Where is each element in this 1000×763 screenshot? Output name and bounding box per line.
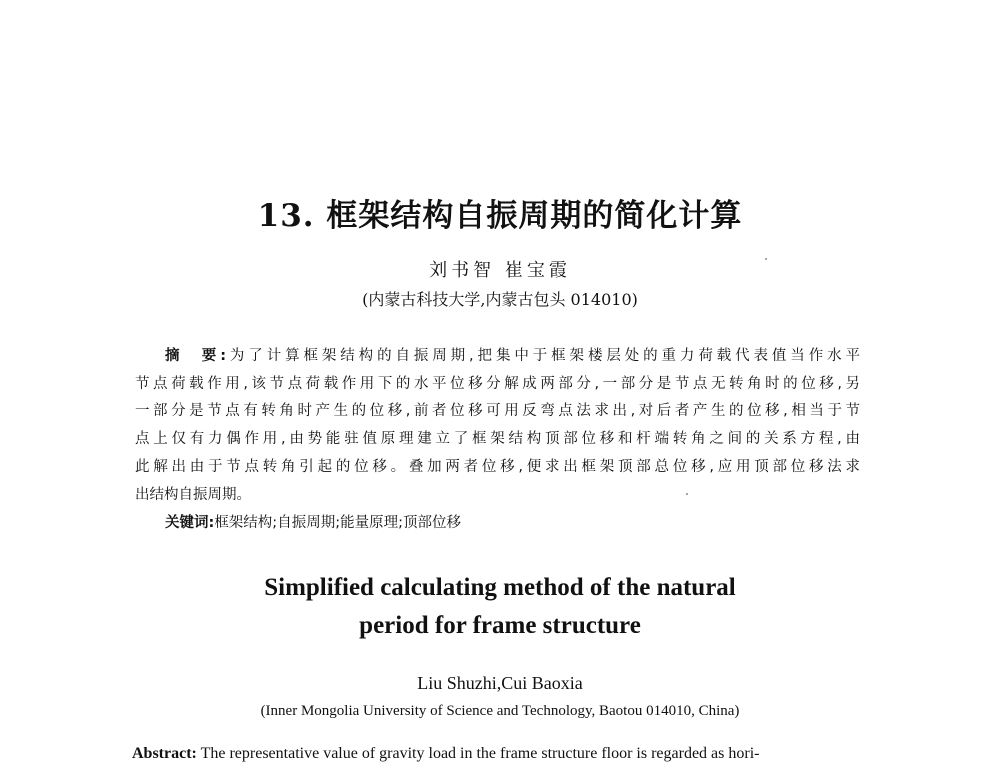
chinese-abstract-line: 一部分是节点有转角时产生的位移,前者位移可用反弯点法求出,对后者产生的位移,相当于节	[135, 403, 860, 419]
english-affiliation: (Inner Mongolia University of Science and Technology, Baotou 014010, China)	[260, 703, 740, 719]
keywords-text: 框架结构;自振周期;能量原理;顶部位移	[214, 515, 461, 531]
english-title-line-2: period for frame structure	[359, 612, 641, 639]
abstract-text: 为了计算框架结构的自振周期,把集中于框架楼层处的重力荷载代表值当作水平	[226, 348, 860, 364]
english-abstract-text: The representative value of gravity load in the frame structure floor is regarded as hori-	[200, 745, 760, 762]
chinese-abstract-line: 出结构自振周期。	[135, 487, 251, 503]
chinese-abstract-line: 节点荷载作用,该节点荷载作用下的水平位移分解成两部分,一部分是节点无转角时的位移,另	[135, 376, 860, 392]
chinese-keywords	[165, 511, 461, 532]
scan-speck	[765, 258, 767, 260]
english-abstract	[132, 745, 759, 763]
english-title-line-1: Simplified calculating method of the natural	[264, 574, 736, 601]
chinese-abstract-line: 点上仅有力偶作用,由势能驻值原理建立了框架结构顶部位移和杆端转角之间的关系方程,由	[135, 431, 860, 447]
english-authors: Liu Shuzhi,Cui Baoxia	[417, 673, 583, 693]
chinese-affiliation: (内蒙古科技大学,内蒙古包头 014010)	[362, 290, 638, 309]
scan-speck	[686, 493, 688, 495]
chinese-abstract-label: 摘 要:	[165, 348, 226, 364]
english-abstract-label: Abstract:	[132, 745, 197, 762]
chinese-abstract-line	[135, 344, 860, 365]
keywords-label: 关键词:	[165, 515, 215, 531]
chinese-authors: 刘书智 崔宝霞	[429, 260, 571, 281]
chinese-title: 13. 框架结构自振周期的简化计算	[257, 198, 743, 234]
chinese-abstract-line: 此解出由于节点转角引起的位移。叠加两者位移,便求出框架顶部总位移,应用顶部位移法求	[135, 459, 860, 475]
